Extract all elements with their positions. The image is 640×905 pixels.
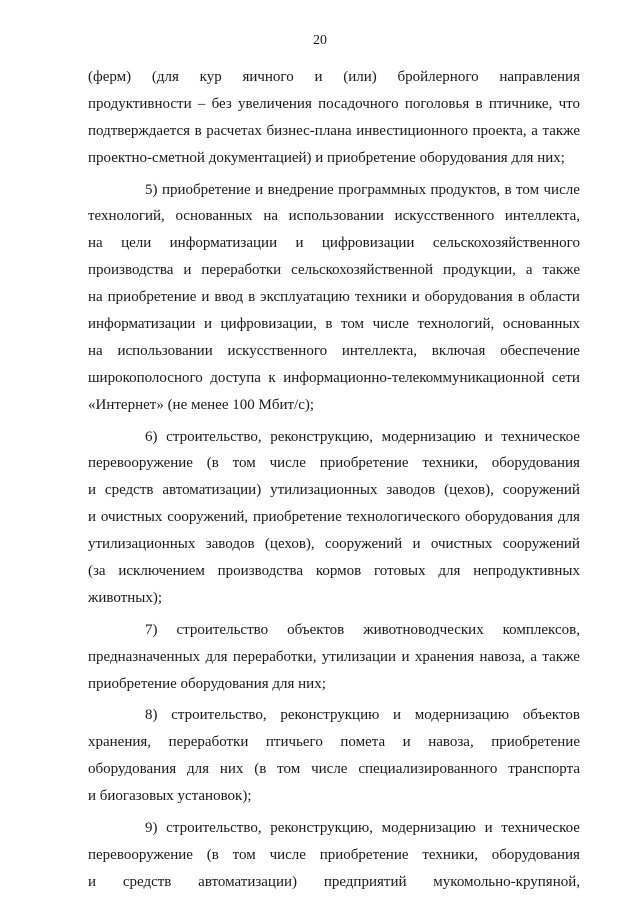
text-line: «Интернет» (не менее 100 Мбит/с);	[88, 396, 315, 413]
word: объектов	[287, 621, 345, 638]
word: сельскохозяйственной	[291, 262, 434, 279]
word: числе	[269, 846, 306, 863]
word: оборудования	[88, 761, 177, 778]
text-line	[88, 365, 580, 392]
word: предприятий	[323, 873, 407, 890]
word: числе	[543, 181, 580, 198]
word: а	[530, 648, 538, 665]
word: инвестиционного	[356, 122, 468, 139]
word: предназначенных	[88, 648, 201, 665]
word: к	[268, 369, 276, 386]
word: в	[504, 181, 512, 198]
word: широкополосного	[88, 369, 203, 386]
word: направления	[499, 69, 580, 85]
word: а	[531, 122, 538, 139]
word: продуктивности	[88, 95, 192, 112]
text-line	[88, 230, 580, 257]
word: оборудования	[424, 289, 513, 306]
word: программных	[338, 181, 427, 198]
word: а	[525, 262, 533, 279]
word: бройлерного	[397, 69, 479, 85]
word: производства	[217, 563, 304, 580]
text-line	[88, 338, 580, 365]
word: расчетах	[206, 122, 262, 139]
word: оборудования	[491, 846, 580, 863]
word: сети	[551, 369, 580, 386]
text-line: проектно-сметной документацией) и приобретение оборудования для них;	[88, 149, 565, 166]
word: утилизационных	[270, 482, 378, 499]
word: также	[542, 648, 580, 665]
text-line: животных);	[88, 589, 162, 606]
word: информационно-телекоммуникационной	[283, 369, 545, 386]
word: подтверждается	[88, 122, 191, 139]
word: приобретение	[319, 846, 409, 863]
text-line	[88, 644, 580, 671]
word: объектов	[522, 707, 580, 724]
text-line	[88, 311, 580, 338]
word: 6)	[145, 428, 158, 445]
word: переработки	[168, 734, 249, 751]
word: транспорта	[508, 761, 580, 778]
word: что	[558, 95, 580, 112]
word: цели	[121, 235, 152, 252]
word: интеллекта,	[504, 208, 580, 225]
word: (цехов),	[444, 482, 494, 499]
word: модернизацию	[414, 707, 510, 724]
word: автоматизации)	[198, 873, 298, 890]
page-number: 20	[313, 33, 327, 48]
text-line	[88, 177, 580, 204]
word: увеличения	[238, 95, 312, 112]
word: и	[295, 235, 304, 252]
word: цифровизации,	[220, 316, 317, 333]
word: использовании	[288, 208, 384, 225]
word: технологий,	[88, 208, 165, 225]
word: на	[88, 235, 103, 252]
text-line	[88, 477, 580, 504]
word: помета	[340, 734, 386, 751]
word: сельскохозяйственного	[432, 235, 580, 252]
word: очистных	[430, 536, 493, 553]
word: животноводческих	[363, 621, 484, 638]
word: птичнике,	[488, 95, 553, 112]
text-line	[88, 869, 580, 896]
word: на	[88, 289, 103, 306]
word: комплексов,	[502, 621, 580, 638]
word: и	[402, 734, 411, 751]
text-line	[88, 756, 580, 783]
word: реконструкцию,	[270, 428, 373, 445]
text-line	[88, 257, 580, 284]
word: также	[542, 122, 580, 139]
text-line	[88, 203, 580, 230]
word: включая	[431, 342, 486, 359]
word: навоза,	[479, 648, 525, 665]
word: 5)	[145, 181, 158, 198]
text-line	[88, 118, 580, 145]
paragraph	[88, 617, 580, 698]
word: яичного	[242, 69, 294, 85]
word: производства	[88, 262, 174, 279]
word: (для	[151, 69, 179, 85]
word: и	[393, 707, 402, 724]
word: информатизации	[169, 235, 278, 252]
word: и	[411, 289, 420, 306]
word: для	[557, 509, 580, 526]
word: на	[263, 208, 278, 225]
word: утилизации	[321, 648, 397, 665]
word: посадочного	[318, 95, 399, 112]
word: (в	[206, 455, 219, 472]
text-line: приобретение оборудования для них;	[88, 675, 326, 692]
word: проекта,	[472, 122, 527, 139]
word: для	[205, 648, 228, 665]
word: техническое	[501, 820, 580, 837]
word: числе	[372, 316, 409, 333]
word: без	[211, 95, 232, 112]
word: ввод	[214, 289, 244, 306]
word: средств	[104, 482, 154, 499]
word: техники,	[422, 846, 478, 863]
text-line	[88, 702, 580, 729]
word: эксплуатацию	[260, 289, 350, 306]
word: и	[88, 873, 97, 890]
word: (цехов),	[264, 536, 315, 553]
word: заводов	[205, 536, 255, 553]
word: том	[232, 846, 256, 863]
word: и	[412, 536, 421, 553]
word: технологий,	[417, 316, 495, 333]
word: автоматизации)	[162, 482, 262, 499]
word: хранения	[414, 648, 475, 665]
paragraph	[88, 815, 580, 896]
word: (в	[206, 846, 219, 863]
word: и	[201, 289, 210, 306]
word: и	[484, 820, 493, 837]
text-line	[88, 729, 580, 756]
word: навоза,	[428, 734, 474, 751]
word: интеллекта,	[341, 342, 418, 359]
word: для	[438, 563, 461, 580]
word: основанных	[502, 316, 580, 333]
word: модернизацию	[381, 820, 476, 837]
word: том	[277, 761, 301, 778]
text-line	[88, 284, 580, 311]
word: реконструкцию,	[270, 820, 373, 837]
word: числе	[311, 761, 348, 778]
word: в	[475, 95, 483, 112]
word: приобретение	[319, 455, 409, 472]
word: основанных	[175, 208, 253, 225]
word: и	[88, 482, 97, 499]
word: том	[340, 316, 365, 333]
word: и	[255, 181, 264, 198]
text-line	[88, 842, 580, 869]
word: приобретение	[107, 289, 197, 306]
word: и	[484, 428, 493, 445]
word: перевооружение	[88, 455, 193, 472]
word: обеспечение	[500, 342, 580, 359]
word: сооружений	[325, 536, 403, 553]
word: том	[516, 181, 540, 198]
word: цифровизации	[321, 235, 415, 252]
word: и	[88, 509, 97, 526]
word: на	[88, 342, 103, 359]
word: средств	[122, 873, 172, 890]
text-line	[88, 531, 580, 558]
word: 7)	[145, 621, 158, 638]
word: оборудования	[491, 455, 580, 472]
word: технологического	[346, 509, 461, 526]
word: (в	[254, 761, 267, 778]
word: информатизации	[88, 316, 196, 333]
word: для	[186, 761, 209, 778]
word: в	[325, 316, 333, 333]
word: приобретение	[252, 509, 342, 526]
word: техники,	[422, 455, 478, 472]
word: (или)	[343, 69, 377, 85]
word: 9)	[145, 820, 158, 837]
word: и	[314, 69, 323, 85]
word: специализированного	[358, 761, 498, 778]
word: том	[232, 455, 256, 472]
word: продуктов,	[430, 181, 501, 198]
word: переработки,	[232, 648, 317, 665]
text-line	[88, 91, 580, 118]
word: техническое	[501, 428, 580, 445]
word: оборудования	[464, 509, 554, 526]
word: в	[248, 289, 256, 306]
word: внедрение	[267, 181, 334, 198]
word: переработки	[201, 262, 282, 279]
text-line	[88, 558, 580, 585]
word: продукции,	[443, 262, 516, 279]
word: кур	[199, 69, 222, 85]
text-line	[88, 617, 580, 644]
word: реконструкцию	[280, 707, 380, 724]
word: приобретение	[161, 181, 251, 198]
word: строительство,	[166, 820, 262, 837]
text-line	[88, 424, 580, 451]
word: исключением	[118, 563, 205, 580]
word: поголовья	[404, 95, 470, 112]
word: искусственного	[227, 342, 328, 359]
word: мукомольно-крупяной,	[433, 873, 580, 890]
word: них	[219, 761, 244, 778]
paragraph	[88, 424, 580, 612]
word: в	[517, 289, 525, 306]
word: непродуктивных	[473, 563, 580, 580]
word: хранения,	[88, 734, 152, 751]
text-line: и биогазовых установок);	[88, 788, 252, 805]
word: перевооружение	[88, 846, 193, 863]
word: искусственного	[394, 208, 495, 225]
word: заводов	[386, 482, 436, 499]
word: строительство	[176, 621, 269, 638]
word: доступа	[210, 369, 261, 386]
word: модернизацию	[381, 428, 476, 445]
word: очистных	[100, 509, 163, 526]
word: сооружений,	[167, 509, 249, 526]
word: и	[183, 262, 192, 279]
document-body	[88, 64, 580, 896]
word: готовых	[374, 563, 426, 580]
paragraph	[88, 177, 580, 419]
word: использовании	[117, 342, 213, 359]
word: 8)	[145, 707, 158, 724]
word: также	[542, 262, 580, 279]
word: кормов	[315, 563, 362, 580]
word: и	[203, 316, 213, 333]
word: строительство,	[166, 428, 262, 445]
word: бизнес-плана	[266, 122, 352, 139]
word: области	[529, 289, 580, 306]
word: (ферм)	[88, 69, 132, 85]
word: утилизационных	[88, 536, 196, 553]
word: числе	[269, 455, 306, 472]
word: в	[194, 122, 202, 139]
word: и	[401, 648, 410, 665]
word: сооружений	[502, 482, 580, 499]
text-line	[88, 504, 580, 531]
paragraph	[88, 702, 580, 810]
word: (за	[88, 563, 106, 580]
word: техники	[354, 289, 407, 306]
text-line	[88, 815, 580, 842]
word: птичьего	[265, 734, 323, 751]
paragraph	[88, 64, 580, 172]
word: строительство,	[171, 707, 267, 724]
text-line	[88, 64, 580, 91]
word: сооружений	[502, 536, 580, 553]
text-line	[88, 450, 580, 477]
word: приобретение	[491, 734, 580, 751]
word: –	[197, 95, 206, 112]
